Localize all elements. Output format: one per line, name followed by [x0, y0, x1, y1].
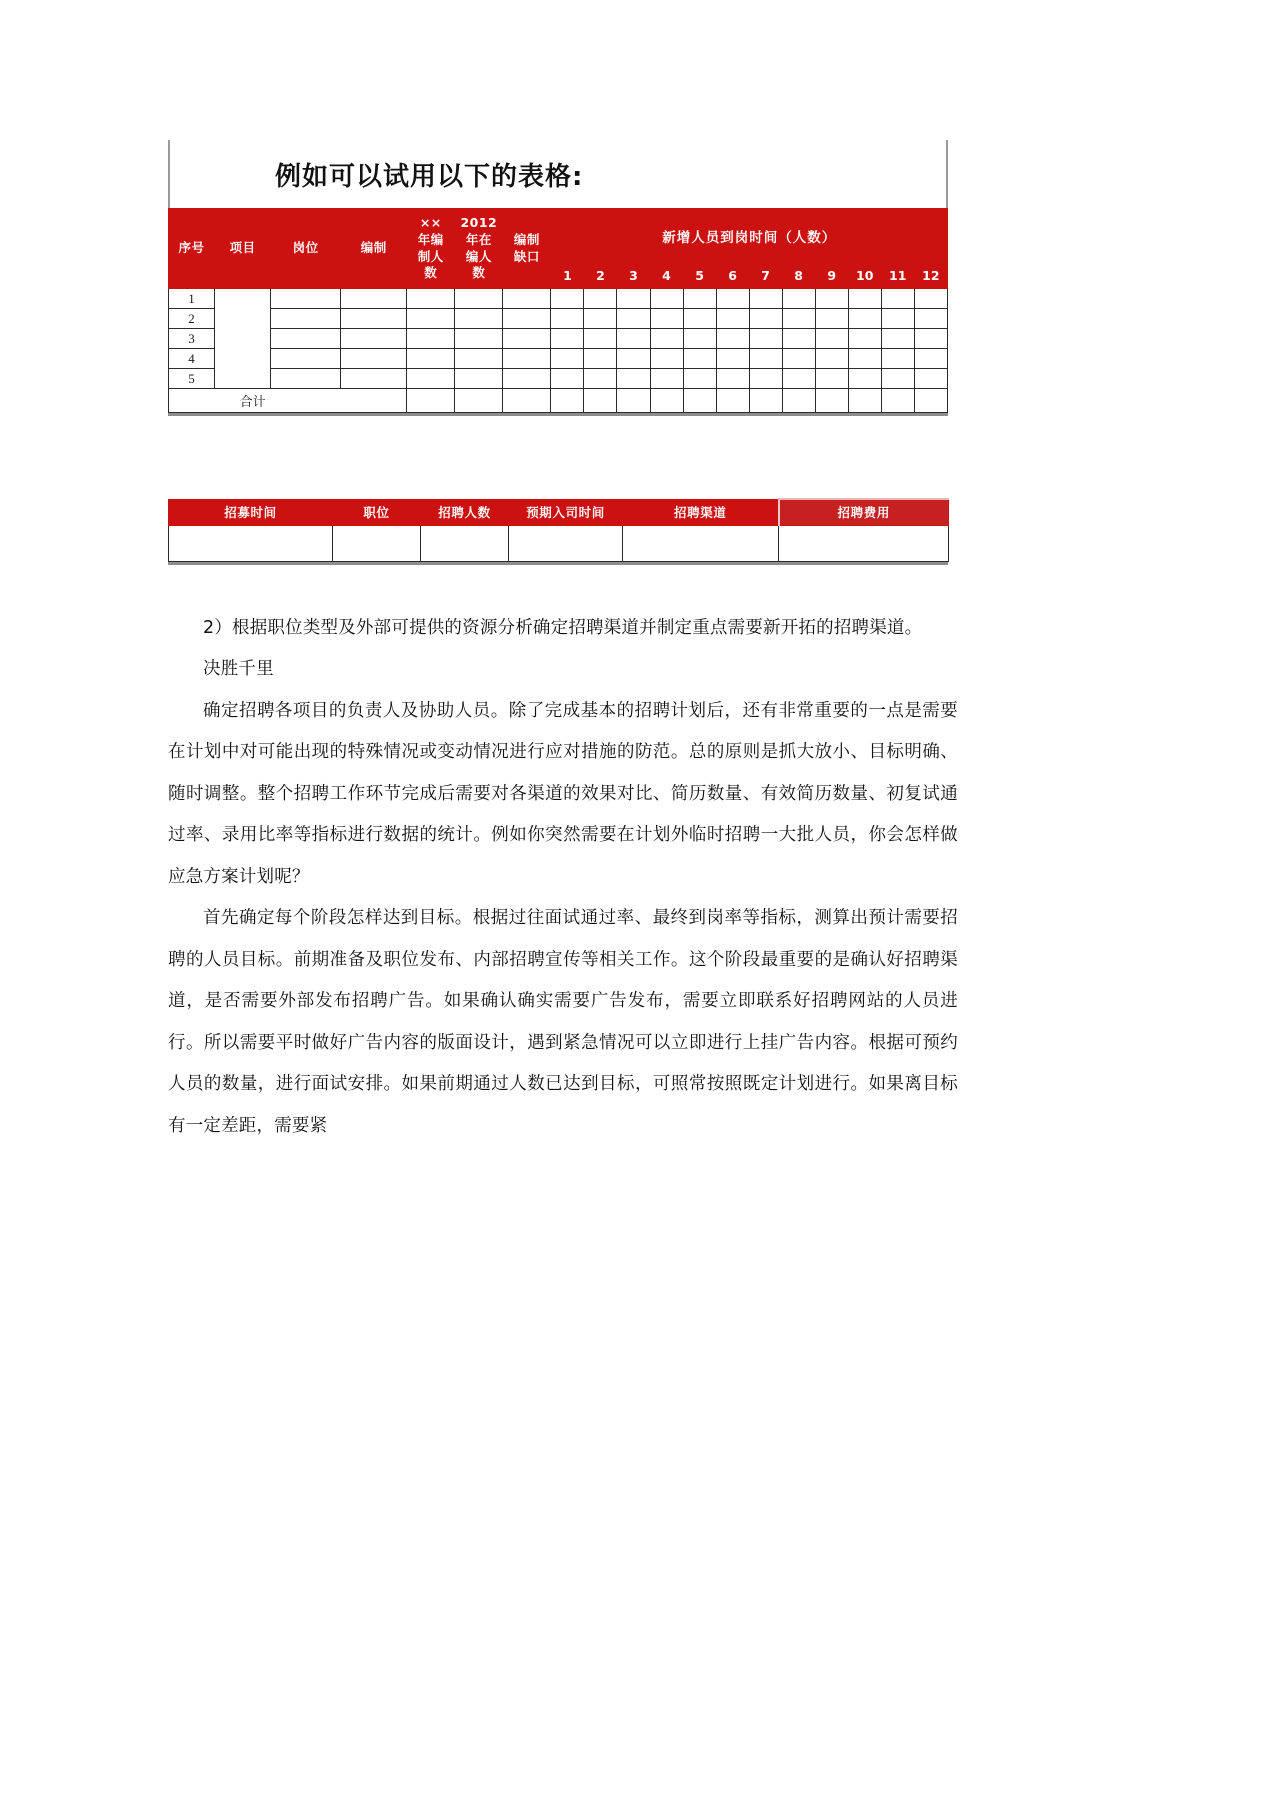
total-cell-month[interactable] — [683, 389, 716, 413]
cell-2012-onboard[interactable] — [455, 329, 503, 349]
col-header-month-5: 5 — [683, 263, 716, 289]
total-cell-month[interactable] — [881, 389, 914, 413]
recruiting-table — [168, 498, 949, 562]
total-cell-month[interactable] — [914, 389, 947, 413]
cell-month[interactable] — [749, 309, 782, 329]
cell-establishment[interactable] — [341, 309, 407, 329]
col-header-2012-line-3: 编人 — [465, 248, 492, 264]
cell-month[interactable] — [683, 289, 716, 309]
total-cell-2012-onboard[interactable] — [455, 389, 503, 413]
cell-month[interactable] — [683, 369, 716, 389]
cell-month[interactable] — [683, 349, 716, 369]
col-header-position: 岗位 — [271, 209, 341, 289]
col-header-month-2: 2 — [584, 263, 617, 289]
col-header-month-10: 10 — [848, 263, 881, 289]
cell-month[interactable] — [716, 329, 749, 349]
table-header-row — [169, 499, 949, 525]
cell-month[interactable] — [914, 329, 947, 349]
table-header-row-1 — [169, 209, 948, 263]
cell-position[interactable] — [271, 329, 341, 349]
cell-month[interactable] — [716, 349, 749, 369]
cell-month[interactable] — [848, 349, 881, 369]
cell-position[interactable] — [271, 349, 341, 369]
cell-2012-onboard[interactable] — [455, 349, 503, 369]
cell-month[interactable] — [815, 329, 848, 349]
cell-month[interactable] — [749, 289, 782, 309]
row-index: 5 — [169, 369, 215, 389]
cell-month[interactable] — [914, 369, 947, 389]
total-cell-month[interactable] — [716, 389, 749, 413]
cell-month[interactable] — [749, 369, 782, 389]
cell-month[interactable] — [650, 349, 683, 369]
cell-month[interactable] — [848, 309, 881, 329]
total-cell-month[interactable] — [815, 389, 848, 413]
paragraph-stages: 首先确定每个阶段怎样达到目标。根据过往面试通过率、最终到岗率等指标，测算出预计需要招聘的人员目标。前期准备及职位发布、内部招聘宣传等相关工作。这个阶段最重要的是确认好招聘渠道，是否需要外部发布招聘广告。如果确认确实需要广告发布，需要立即联系好招聘网站的人员进行。所以需要平时做好广告内容的版面设计，遇到紧急情况可以立即进行上挂广告内容。根据可预约人员的数量，进行面试安排。如果前期通过人数已达到目标，可照常按照既定计划进行。如果离目标有一定差距，需要紧 — [168, 908, 958, 1136]
cell-month[interactable] — [650, 309, 683, 329]
col-header-recruit-channel: 招聘渠道 — [623, 499, 779, 525]
col-header-group-onboarding: 新增人员到岗时间（人数） — [551, 209, 948, 263]
col-header-2012-line-1: 2012 — [460, 214, 498, 230]
cell-month[interactable] — [848, 329, 881, 349]
col-header-month-4: 4 — [650, 263, 683, 289]
cell-month[interactable] — [881, 329, 914, 349]
col-header-job-title: 职位 — [333, 499, 421, 525]
cell-month[interactable] — [584, 329, 617, 349]
cell-2012-onboard[interactable] — [455, 309, 503, 329]
total-cell-gap[interactable] — [503, 389, 551, 413]
cell-gap[interactable] — [503, 289, 551, 309]
cell-month[interactable] — [848, 289, 881, 309]
cell-month[interactable] — [551, 309, 584, 329]
col-header-2012-line-2: 年在 — [465, 231, 492, 247]
cell-month[interactable] — [650, 329, 683, 349]
paragraph-responsibility: 确定招聘各项目的负责人及协助人员。除了完成基本的招聘计划后，还有非常重要的一点是需要在计划中对可能出现的特殊情况或变动情况进行应对措施的防范。总的原则是抓大放小、目标明确、随时调整。整个招聘工作环节完成后需要对各渠道的效果对比、简历数量、有效简历数量、初复试通过率、录用比率等指标进行数据的统计。例如你突然需要在计划外临时招聘一大批人员，你会怎样做应急方案计划呢？ — [168, 700, 958, 887]
col-header-month-8: 8 — [782, 263, 815, 289]
cell-month[interactable] — [881, 289, 914, 309]
table-caption-row — [168, 140, 948, 208]
row-index: 4 — [169, 349, 215, 369]
total-cell-month[interactable] — [848, 389, 881, 413]
cell-month[interactable] — [584, 369, 617, 389]
col-header-establishment: 编制 — [341, 209, 407, 289]
table-row — [169, 309, 948, 329]
paragraph-section-heading: 决胜千里 — [203, 659, 274, 680]
cell-month[interactable] — [815, 309, 848, 329]
cell-month[interactable] — [584, 309, 617, 329]
col-header-2012-onboard — [455, 209, 503, 289]
col-header-xx-year-quota — [407, 209, 455, 289]
cell-recruit-channel[interactable] — [623, 525, 779, 561]
recruiting-table-block — [168, 498, 948, 565]
col-header-xx-line-2: 年编 — [417, 231, 444, 247]
cell-month[interactable] — [782, 369, 815, 389]
cell-month[interactable] — [914, 349, 947, 369]
table-row — [169, 349, 948, 369]
cell-month[interactable] — [782, 309, 815, 329]
cell-xx-quota[interactable] — [407, 369, 455, 389]
cell-project-merged[interactable] — [215, 289, 271, 389]
cell-month[interactable] — [650, 289, 683, 309]
row-index: 3 — [169, 329, 215, 349]
col-header-xx-line-4: 数 — [424, 265, 438, 281]
cell-gap[interactable] — [503, 369, 551, 389]
cell-expected-onboard-time[interactable] — [509, 525, 623, 561]
col-header-month-3: 3 — [617, 263, 650, 289]
table-row — [169, 289, 948, 309]
paragraph-channel-analysis: 2）根据职位类型及外部可提供的资源分析确定招聘渠道并制定重点需要新开拓的招聘渠道。 — [203, 618, 923, 638]
cell-month[interactable] — [584, 289, 617, 309]
staffing-table-block — [168, 140, 948, 416]
cell-month[interactable] — [683, 309, 716, 329]
total-cell-month[interactable] — [650, 389, 683, 413]
total-cell-month[interactable] — [617, 389, 650, 413]
cell-month[interactable] — [716, 309, 749, 329]
cell-month[interactable] — [914, 309, 947, 329]
col-header-xx-line-1: ×× — [419, 214, 442, 230]
cell-month[interactable] — [551, 329, 584, 349]
cell-recruit-time[interactable] — [169, 525, 333, 561]
row-index: 1 — [169, 289, 215, 309]
col-header-recruit-cost: 招聘费用 — [779, 499, 949, 525]
table-row — [169, 329, 948, 349]
total-label: 合计 — [169, 389, 407, 413]
col-header-month-6: 6 — [716, 263, 749, 289]
col-header-headcount: 招聘人数 — [421, 499, 509, 525]
cell-month[interactable] — [881, 369, 914, 389]
col-header-month-12: 12 — [914, 263, 947, 289]
cell-month[interactable] — [650, 369, 683, 389]
cell-month[interactable] — [683, 329, 716, 349]
col-header-gap-line-1: 编制 — [513, 231, 540, 247]
table-total-row — [169, 389, 948, 413]
total-cell-month[interactable] — [749, 389, 782, 413]
col-header-month-1: 1 — [551, 263, 584, 289]
page-title: 例如可以试用以下的表格: — [275, 161, 584, 192]
table-row — [169, 525, 949, 561]
cell-month[interactable] — [815, 289, 848, 309]
col-header-month-7: 7 — [749, 263, 782, 289]
cell-month[interactable] — [551, 289, 584, 309]
cell-xx-quota[interactable] — [407, 309, 455, 329]
cell-job-title[interactable] — [333, 525, 421, 561]
col-header-quota-gap — [503, 209, 551, 289]
col-header-month-9: 9 — [815, 263, 848, 289]
cell-month[interactable] — [749, 349, 782, 369]
cell-month[interactable] — [617, 289, 650, 309]
col-header-2012-line-4: 数 — [472, 265, 486, 281]
cell-month[interactable] — [551, 369, 584, 389]
cell-month[interactable] — [782, 329, 815, 349]
cell-2012-onboard[interactable] — [455, 289, 503, 309]
cell-month[interactable] — [716, 289, 749, 309]
cell-month[interactable] — [551, 349, 584, 369]
total-cell-month[interactable] — [584, 389, 617, 413]
total-cell-month[interactable] — [551, 389, 584, 413]
cell-position[interactable] — [271, 309, 341, 329]
cell-month[interactable] — [617, 349, 650, 369]
table-row — [169, 369, 948, 389]
document-body — [168, 608, 958, 1147]
cell-xx-quota[interactable] — [407, 329, 455, 349]
cell-month[interactable] — [584, 349, 617, 369]
row-index: 2 — [169, 309, 215, 329]
table-bottom-rule — [168, 413, 948, 416]
col-header-xx-line-3: 制人 — [417, 248, 444, 264]
col-header-seq: 序号 — [169, 209, 215, 289]
cell-month[interactable] — [782, 349, 815, 369]
cell-month[interactable] — [617, 369, 650, 389]
cell-recruit-cost[interactable] — [779, 525, 949, 561]
cell-month[interactable] — [815, 369, 848, 389]
cell-xx-quota[interactable] — [407, 349, 455, 369]
col-header-project: 项目 — [215, 209, 271, 289]
col-header-expected-onboard-time: 预期入司时间 — [509, 499, 623, 525]
cell-month[interactable] — [782, 289, 815, 309]
cell-month[interactable] — [617, 329, 650, 349]
cell-month[interactable] — [749, 329, 782, 349]
cell-month[interactable] — [914, 289, 947, 309]
cell-month[interactable] — [716, 369, 749, 389]
cell-headcount[interactable] — [421, 525, 509, 561]
cell-establishment[interactable] — [341, 349, 407, 369]
cell-xx-quota[interactable] — [407, 289, 455, 309]
recruiting-table-bottom-rule — [168, 562, 948, 565]
cell-month[interactable] — [617, 309, 650, 329]
col-header-recruit-time: 招募时间 — [169, 499, 333, 525]
cell-month[interactable] — [848, 369, 881, 389]
cell-gap[interactable] — [503, 349, 551, 369]
staffing-table — [168, 208, 948, 413]
cell-position[interactable] — [271, 369, 341, 389]
cell-establishment[interactable] — [341, 289, 407, 309]
cell-month[interactable] — [815, 349, 848, 369]
cell-gap[interactable] — [503, 309, 551, 329]
cell-2012-onboard[interactable] — [455, 369, 503, 389]
cell-establishment[interactable] — [341, 329, 407, 349]
cell-position[interactable] — [271, 289, 341, 309]
cell-gap[interactable] — [503, 329, 551, 349]
total-cell-month[interactable] — [782, 389, 815, 413]
cell-month[interactable] — [881, 349, 914, 369]
col-header-month-11: 11 — [881, 263, 914, 289]
cell-month[interactable] — [881, 309, 914, 329]
cell-establishment[interactable] — [341, 369, 407, 389]
total-cell-xx-quota[interactable] — [407, 389, 455, 413]
col-header-gap-line-2: 缺口 — [513, 248, 540, 264]
